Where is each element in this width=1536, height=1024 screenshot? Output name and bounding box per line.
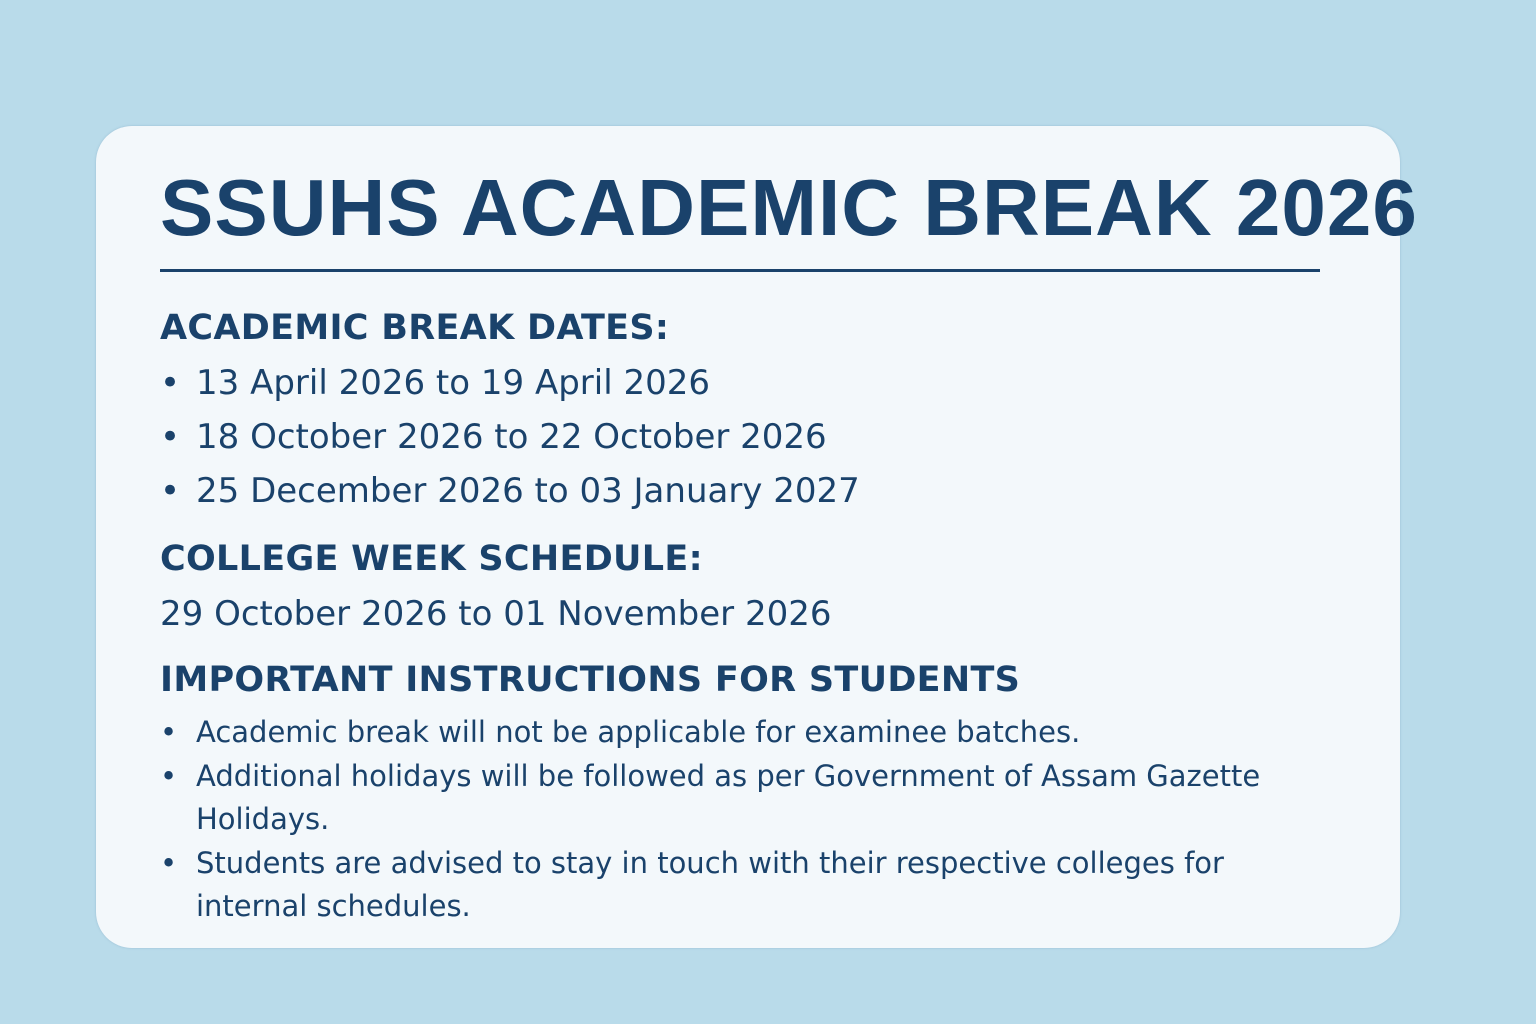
bullet: • bbox=[160, 471, 181, 511]
instruction-item bbox=[160, 711, 1320, 754]
break-date-text: 18 October 2026 to 22 October 2026 bbox=[196, 417, 827, 457]
instruction-item bbox=[160, 755, 1300, 841]
break-dates-heading: ACADEMIC BREAK DATES: bbox=[160, 308, 670, 348]
college-week-heading: COLLEGE WEEK SCHEDULE: bbox=[160, 539, 703, 579]
break-date-text: 25 December 2026 to 03 January 2027 bbox=[196, 471, 860, 511]
bullet: • bbox=[160, 846, 178, 880]
bullet: • bbox=[160, 715, 178, 749]
college-week-dates: 29 October 2026 to 01 November 2026 bbox=[160, 594, 832, 634]
break-date-item bbox=[160, 417, 827, 457]
break-date-text: 13 April 2026 to 19 April 2026 bbox=[196, 363, 710, 403]
instruction-item bbox=[160, 842, 1260, 928]
break-date-item bbox=[160, 363, 710, 403]
instruction-text: Academic break will not be applicable for examinee batches. bbox=[196, 715, 1081, 749]
page-title: SSUHS ACADEMIC BREAK 2026 bbox=[160, 163, 1418, 252]
instruction-text: Additional holidays will be followed as per Government of Assam Gazette Holidays. bbox=[196, 759, 1261, 836]
instructions-heading: IMPORTANT INSTRUCTIONS FOR STUDENTS bbox=[160, 660, 1021, 700]
break-date-item bbox=[160, 471, 860, 511]
bullet: • bbox=[160, 759, 178, 793]
instruction-text: Students are advised to stay in touch with their respective colleges for internal schedules. bbox=[196, 846, 1224, 923]
bullet: • bbox=[160, 363, 181, 403]
bullet: • bbox=[160, 417, 181, 457]
title-divider bbox=[160, 269, 1320, 272]
